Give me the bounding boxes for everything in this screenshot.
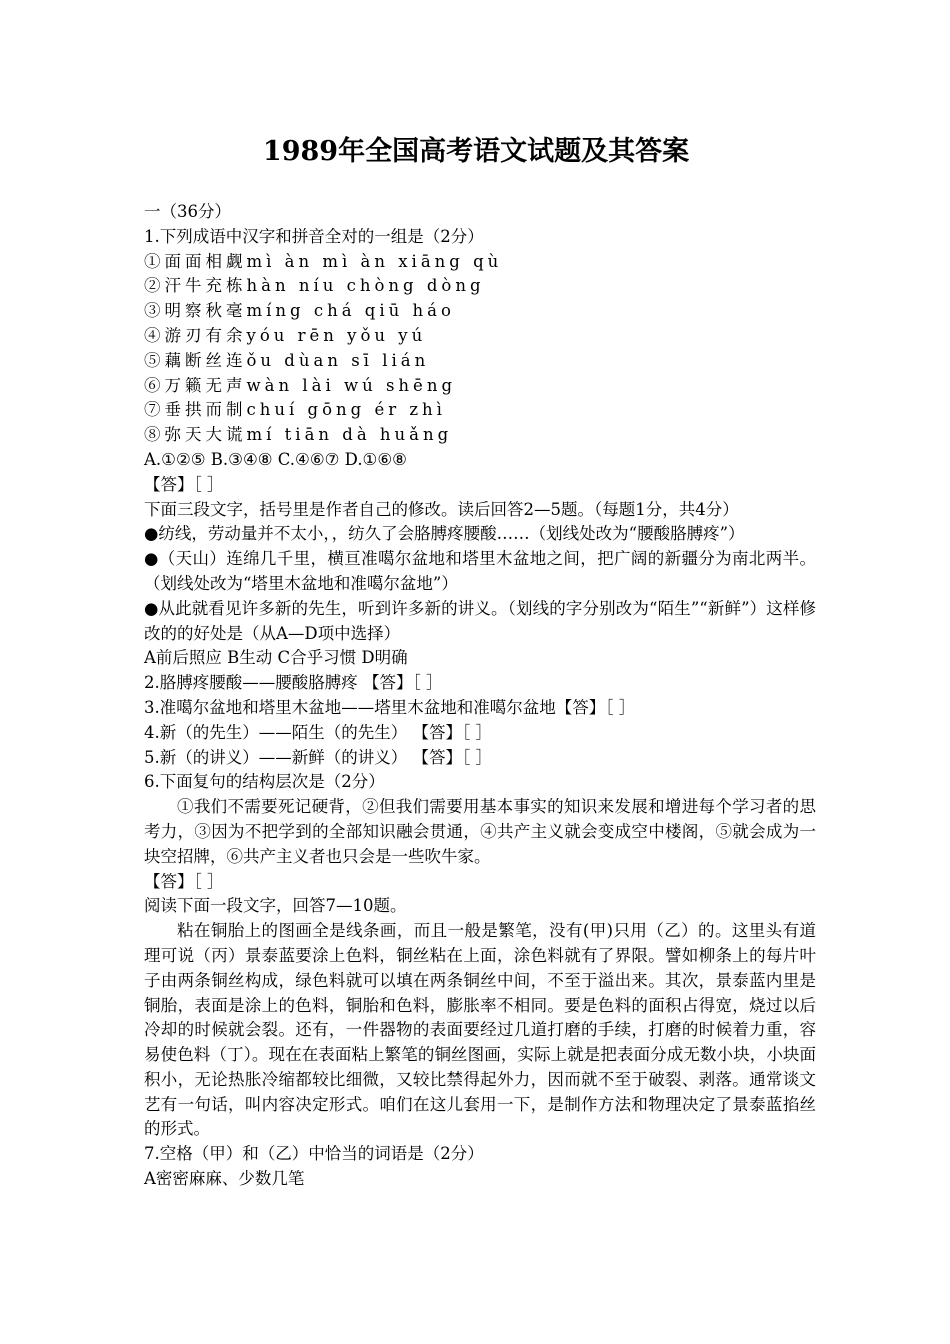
text-line: ⑤藕断丝连ǒu dùan sī lián bbox=[144, 350, 430, 370]
text-line: ①我们不需要死记硬背，②但我们需要用基本事实的知识来发展和增进每个学习者的思考力，③因为不把学到的全部知识融会贯通，④共产主义就会变成空中楼阁，⑤就会成为一块空招牌，⑥共产主义者也只会是一些吹牛家。 bbox=[144, 797, 816, 866]
text-line: A前后照应 B生动 C合乎习惯 D明确 bbox=[144, 648, 408, 668]
text-line: 下面三段文字，括号里是作者自己的修改。读后回答2—5题。（每题1分，共4分） bbox=[144, 499, 739, 519]
text-line: 3.准噶尔盆地和塔里木盆地——塔里木盆地和准噶尔盆地【答】［ ］ bbox=[144, 697, 636, 717]
text-line: 粘在铜胎上的图画全是线条画，而且一般是繁笔，没有(甲)只用（乙）的。这里头有道理可说（丙）景泰蓝要涂上色料，铜丝粘在上面，涂色料就有了界限。譬如柳条上的每片叶子由两条铜丝构成，绿色料就可以填在两条铜丝中间，不至于溢出来。其次，景泰蓝内里是铜胎，表面是涂上的色料，铜胎和色料，膨胀率不相同。要是色料的面积占得宽，烧过以后冷却的时候就会裂。还有，一件器物的表面要经过几道打磨的手续，打磨的时候着力重，容易使色料（丁）。现在在表面粘上繁笔的铜丝图画，实际上就是把表面分成无数小块，小块面积小，无论热胀冷缩都较比细微，又较比禁得起外力，因而就不至于破裂、剥落。通常谈文艺有一句话，叫内容决定形式。咱们在这儿套用一下，是制作方法和物理决定了景泰蓝掐丝的形式。 bbox=[144, 921, 816, 1139]
text-line: ●从此就看见许多新的先生，听到许多新的讲义。（划线的字分别改为“陌生”“新鲜”）这样修改的的好处是（从A—D项中选择） bbox=[144, 598, 816, 643]
text-line: ①面面相觑mì àn mì àn xiāng qù bbox=[144, 251, 503, 271]
text-line: 一（36分） bbox=[144, 202, 231, 221]
page-title: 1989年全国高考语文试题及其答案 bbox=[262, 136, 690, 167]
text-line: 5.新（的讲义）——新鲜（的讲义） 【答】［ ］ bbox=[144, 747, 492, 767]
document-body bbox=[144, 200, 834, 1192]
text-line: ⑥万籁无声wàn lài wú shēng bbox=[144, 375, 457, 395]
text-line: ②汗牛充栋hàn níu chòng dòng bbox=[144, 276, 485, 296]
text-line: 阅读下面一段文字，回答7—10题。 bbox=[144, 896, 407, 916]
text-line: 1.下列成语中汉字和拼音全对的一组是（2分） bbox=[144, 226, 484, 246]
text-line: 【答】［ ］ bbox=[144, 871, 224, 891]
text-line: 7.空格（甲）和（乙）中恰当的词语是（2分） bbox=[144, 1144, 484, 1164]
text-line: ⑧弥天大谎mí tiān dà huǎng bbox=[144, 425, 453, 445]
text-line: A.①②⑤ B.③④⑧ C.④⑥⑦ D.①⑥⑧ bbox=[144, 449, 407, 469]
text-line: ③明察秋毫míng chá qiū háo bbox=[144, 301, 455, 321]
text-line: 6.下面复句的结构层次是（2分） bbox=[144, 772, 385, 792]
text-line: ●（天山）连绵几千里，横亘准噶尔盆地和塔里木盆地之间，把广阔的新疆分为南北两半。（划线处改为“塔里木盆地和准噶尔盆地”） bbox=[144, 549, 816, 593]
text-line: ⑦垂拱而制chuí gōng ér zhì bbox=[144, 400, 446, 420]
text-line: ④游刃有余yóu rēn yǒu yú bbox=[144, 325, 427, 345]
text-line: 【答】［ ］ bbox=[144, 474, 224, 494]
text-line: 4.新（的先生）——陌生（的先生） 【答】［ ］ bbox=[144, 722, 492, 742]
text-line: A密密麻麻、少数几笔 bbox=[144, 1169, 305, 1189]
text-line: ●纺线，劳动量并不太小，，纺久了会胳膊疼腰酸……（划线处改为“腰酸胳膊疼”） bbox=[144, 524, 745, 544]
text-line: 2.胳膊疼腰酸——腰酸胳膊疼 【答】［ ］ bbox=[144, 673, 443, 693]
